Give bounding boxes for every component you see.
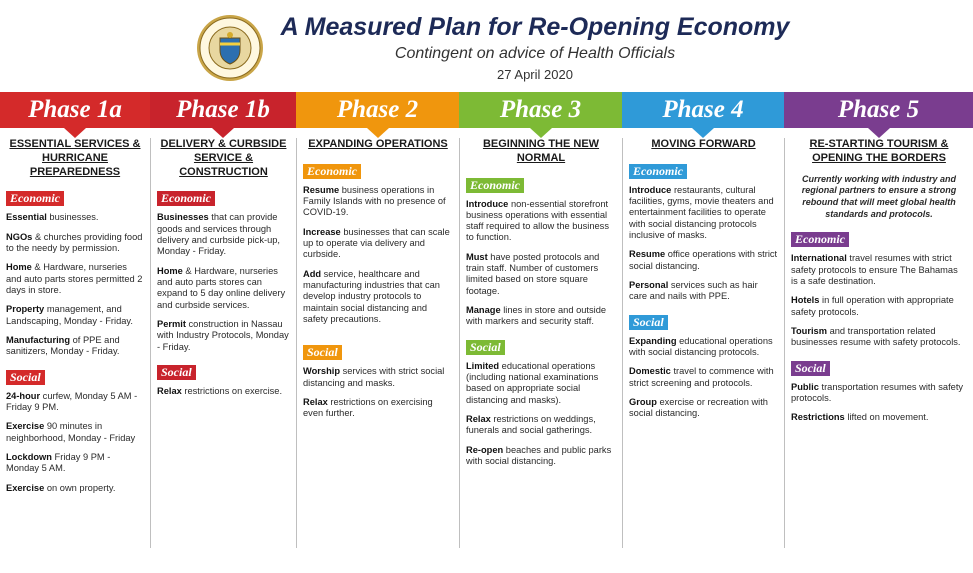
list-item: Exercise 90 minutes in neighborhood, Monday - Friday: [6, 421, 136, 443]
list-item: Home & Hardware, nurseries and auto parts stores can expand to 5 day online delivery and curbside services.: [157, 265, 286, 310]
phase-label: Phase 5: [837, 96, 920, 123]
phase-column-1b: [151, 138, 296, 548]
economic-badge: Economic: [6, 191, 64, 206]
list-item: Tourism and transportation related businesses resume with safety protocols.: [791, 325, 961, 348]
list-item: Relax restrictions on exercising even further.: [303, 397, 433, 419]
list-item: International travel resumes with strict safety protocols to ensure The Bahamas is a safe destination.: [791, 253, 958, 286]
phase-label: Phase 3: [499, 96, 582, 123]
phase-heading: ESSENTIAL SERVICES & HURRICANE PREPAREDNESS: [9, 138, 141, 178]
list-item: Relax restrictions on weddings, funerals and social gatherings.: [466, 414, 596, 436]
phase-column-1a: [0, 138, 150, 548]
phase-heading: EXPANDING OPERATIONS: [308, 138, 448, 150]
list-item: Domestic travel to commence with strict screening and protocols.: [629, 366, 774, 388]
list-item: Introduce non-essential storefront business operations with essential staff required to allow the business to function.: [466, 198, 609, 243]
list-item: NGOs & churches providing food to the needy by permission.: [6, 231, 143, 253]
phase-tab-3: [459, 92, 622, 128]
page-subtitle: Contingent on advice of Health Officials: [394, 45, 676, 62]
list-item: Exercise on own property.: [6, 482, 116, 493]
government-seal-icon: [196, 14, 264, 82]
phase-heading: BEGINNING THE NEW NORMAL: [482, 138, 600, 164]
social-badge: Social: [157, 365, 196, 380]
page-date: 27 April 2020: [497, 67, 573, 82]
phase-arrow-icon: [367, 128, 389, 138]
economic-badge: Economic: [791, 232, 849, 247]
list-item: Property management, and Landscaping, Monday - Friday.: [6, 304, 133, 326]
list-item: Businesses that can provide goods and services through delivery and curbside pick-up, Monday - Friday.: [157, 212, 280, 257]
phase-label: Phase 1a: [28, 96, 122, 123]
list-item: Introduce restaurants, cultural facilities, gyms, movie theaters and entertainment facilities to operate with social distancing protocols inclusive of masks.: [629, 184, 774, 241]
social-badge: Social: [303, 345, 342, 360]
list-item: Home & Hardware, nurseries and auto parts stores permitted 2 days in store.: [6, 262, 143, 295]
list-item: Expanding educational operations with social distancing protocols.: [629, 335, 773, 358]
list-item: Personal services such as hair care and nails with PPE.: [629, 280, 758, 302]
list-item: Hotels in full operation with appropriate safety protocols.: [791, 295, 954, 317]
phase-arrow-icon: [692, 128, 714, 138]
list-item: Add service, healthcare and manufacturing industries that can develop industry protocols to maintain social distancing and safety precautions.: [303, 268, 440, 325]
phase-heading: RE-STARTING TOURISM & OPENING THE BORDERS: [809, 138, 949, 164]
phase-label: Phase 1b: [176, 96, 270, 123]
phase-arrow-icon: [868, 128, 890, 138]
list-item: Lockdown Friday 9 PM - Monday 5 AM.: [6, 451, 111, 474]
list-item: Restrictions lifted on movement.: [791, 412, 929, 423]
economic-badge: Economic: [629, 164, 687, 179]
list-item: 24-hour curfew, Monday 5 AM - Friday 9 PM.: [6, 390, 138, 412]
phase-column-2: [297, 138, 459, 548]
list-item: Essential businesses.: [6, 212, 99, 223]
page-title: A Measured Plan for Re-Opening Economy: [280, 13, 790, 41]
list-item: Limited educational operations (including national examinations based on appropriate social distancing and masks).: [466, 360, 599, 405]
list-item: Public transportation resumes with safety protocols.: [791, 381, 964, 403]
list-item: Manage lines in store and outside with markers and security staff.: [466, 305, 607, 327]
phase-bar: [0, 92, 973, 128]
phase-tab-1b: [150, 92, 296, 128]
economic-badge: Economic: [157, 191, 215, 206]
phase-arrow-icon: [212, 128, 234, 138]
page-header: [0, 0, 973, 92]
economic-badge: Economic: [466, 178, 524, 193]
list-item: Resume business operations in Family Islands with no presence of COVID-19.: [303, 184, 446, 218]
social-badge: Social: [466, 340, 505, 355]
social-badge: Social: [791, 361, 830, 376]
list-item: Resume office operations with strict social distancing.: [629, 249, 778, 271]
phase-intro: Currently working with industry and regional partners to ensure a strong rebound that will meet global health standards and protocols.: [801, 173, 957, 219]
social-badge: Social: [629, 315, 668, 330]
list-item: Permit construction in Nassau with Industry Protocols, Monday - Friday.: [157, 318, 289, 352]
phase-tab-4: [622, 92, 784, 128]
phase-column-3: [460, 138, 622, 548]
phase-column-4: [623, 138, 784, 548]
phase-heading: DELIVERY & CURBSIDE SERVICE & CONSTRUCTION: [160, 138, 287, 178]
list-item: Increase businesses that can scale up to operate via delivery and curbside.: [303, 226, 450, 260]
economic-badge: Economic: [303, 164, 361, 179]
list-item: Relax restrictions on exercise.: [157, 385, 283, 396]
phase-label: Phase 4: [662, 96, 744, 123]
phase-tab-1a: [0, 92, 150, 128]
phase-tab-2: [296, 92, 459, 128]
phase-label: Phase 2: [336, 96, 419, 123]
list-item: Re-open beaches and public parks with social distancing.: [466, 444, 612, 467]
list-item: Must have posted protocols and train staff. Number of customers limited based on store square footage.: [466, 251, 600, 296]
list-item: Worship services with strict social distancing and masks.: [303, 366, 445, 388]
phase-tab-5: [784, 92, 973, 128]
list-item: Group exercise or recreation with social distancing.: [629, 397, 768, 419]
phase-arrow-icon: [64, 128, 86, 138]
list-item: Manufacturing of PPE and sanitizers, Monday - Friday.: [6, 334, 120, 357]
phase-arrow-icon: [530, 128, 552, 138]
phase-heading: MOVING FORWARD: [651, 138, 756, 150]
phase-column-5: [785, 138, 973, 548]
social-badge: Social: [6, 370, 45, 385]
